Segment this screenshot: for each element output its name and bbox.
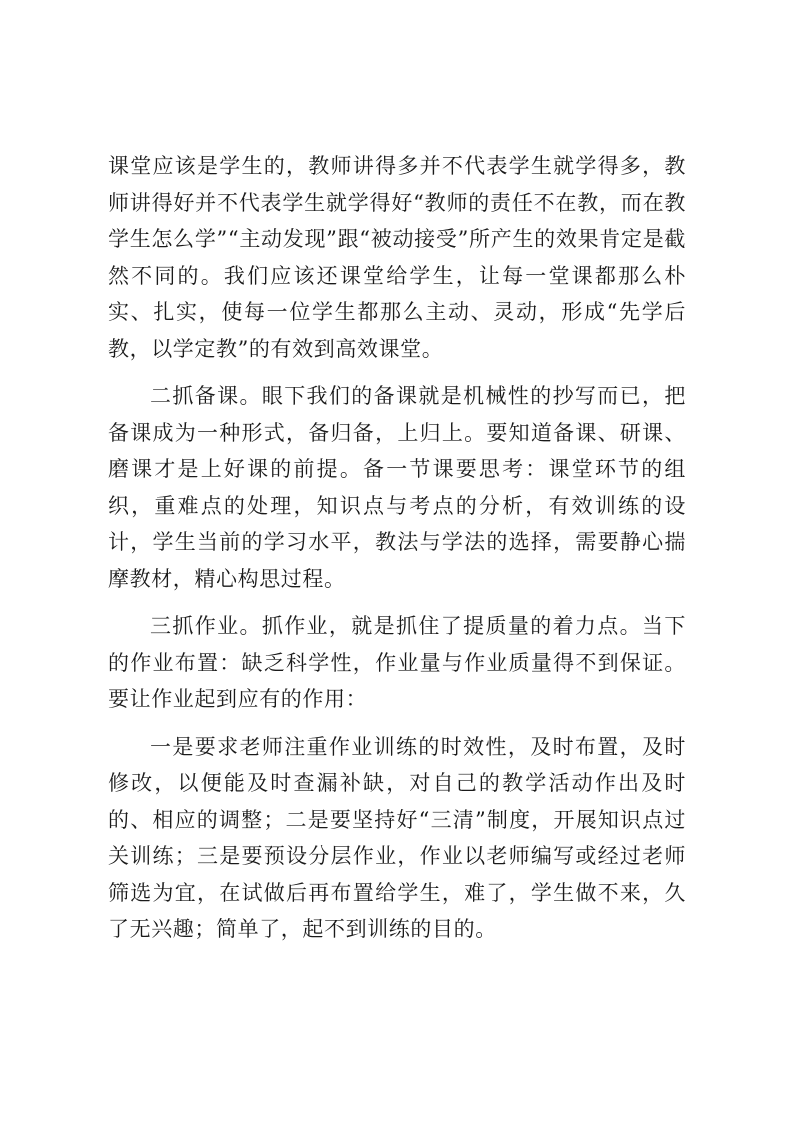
document-page — [108, 148, 686, 959]
paragraph-lesson-prep: 二抓备课。眼下我们的备课就是机械性的抄写而已，把备课成为一种形式，备归备，上归上。要知道备课、研课、磨课才是上好课的前提。备一节课要思考：课堂环节的组织，重难点的处理，知识点与考点的分析，有效训练的设计，学生当前的学习水平，教法与学法的选择，需要静心揣摩教材，精心构思过程。 — [108, 384, 686, 591]
paragraph-homework-measures: 一是要求老师注重作业训练的时效性，及时布置，及时修改，以便能及时查漏补缺，对自己的教学活动作出及时的、相应的调整；二是要坚持好“三清”制度，开展知识点过关训练；三是要预设分层作业，作业以老师编写或经过老师筛选为宜，在试做后再布置给学生，难了，学生做不来，久了无兴趣；简单了，起不到训练的目的。 — [108, 734, 686, 941]
paragraph-homework: 三抓作业。抓作业，就是抓住了提质量的着力点。当下的作业布置：缺乏科学性，作业量与作业质量得不到保证。要让作业起到应有的作用： — [108, 614, 686, 711]
paragraph-classroom: 课堂应该是学生的，教师讲得多并不代表学生就学得多，教师讲得好并不代表学生就学得好“教师的责任不在教，而在教学生怎么学”“主动发现”跟“被动接受”所产生的效果肯定是截然不同的。我们应该还课堂给学生，让每一堂课都那么朴实、扎实，使每一位学生都那么主动、灵动，形成“先学后教，以学定教”的有效到高效课堂。 — [108, 154, 686, 361]
